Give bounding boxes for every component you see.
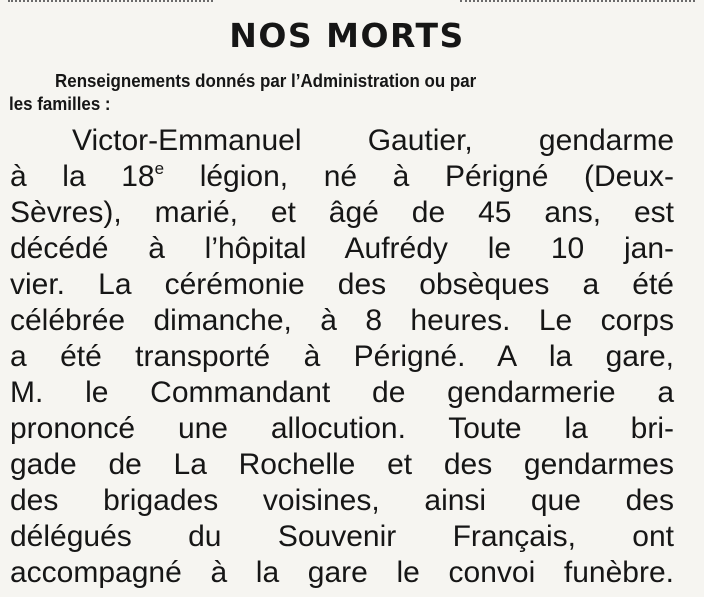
article-line: gade de La Rochelle et des gendarmes [10,448,674,481]
article-line: délégués du Souvenir Français, ont [10,520,674,553]
source-note [9,70,637,116]
article-line: a été transporté à Périgné. A la gare, [10,340,674,373]
top-rule-right-segment [460,0,695,4]
article-line-2-rest: légion, né à Périgné (Deux- [164,160,674,193]
source-note-line-2: les familles : [9,94,111,114]
article-line-2-start: à la 18 [10,160,155,193]
article-line: des brigades voisines, ainsi que des [10,484,674,517]
article-line: célébrée dimanche, à 8 heures. Le corps [10,304,674,337]
headline: NOS MORTS [229,16,465,55]
ordinal-superscript: e [154,159,165,178]
article-line: prononcé une allocution. Toute la bri- [10,412,674,445]
article-line: décédé à l’hôpital Aufrédy le 10 jan- [10,232,674,265]
top-rule [0,0,704,6]
article-line: vier. La cérémonie des obsèques a été [10,268,674,301]
article-line [10,159,674,195]
article-line: Sèvres), marié, et âgé de 45 ans, est [10,196,674,229]
article-line: M. le Commandant de gendarmerie a [10,376,674,409]
article-line: Victor-Emmanuel Gautier, gendarme [72,124,674,157]
top-rule-left-segment [8,0,213,4]
source-note-line-1: Renseignements donnés par l’Administration ou par [55,71,477,91]
article-line: accompagné à la gare le convoi funèbre. [10,556,674,589]
